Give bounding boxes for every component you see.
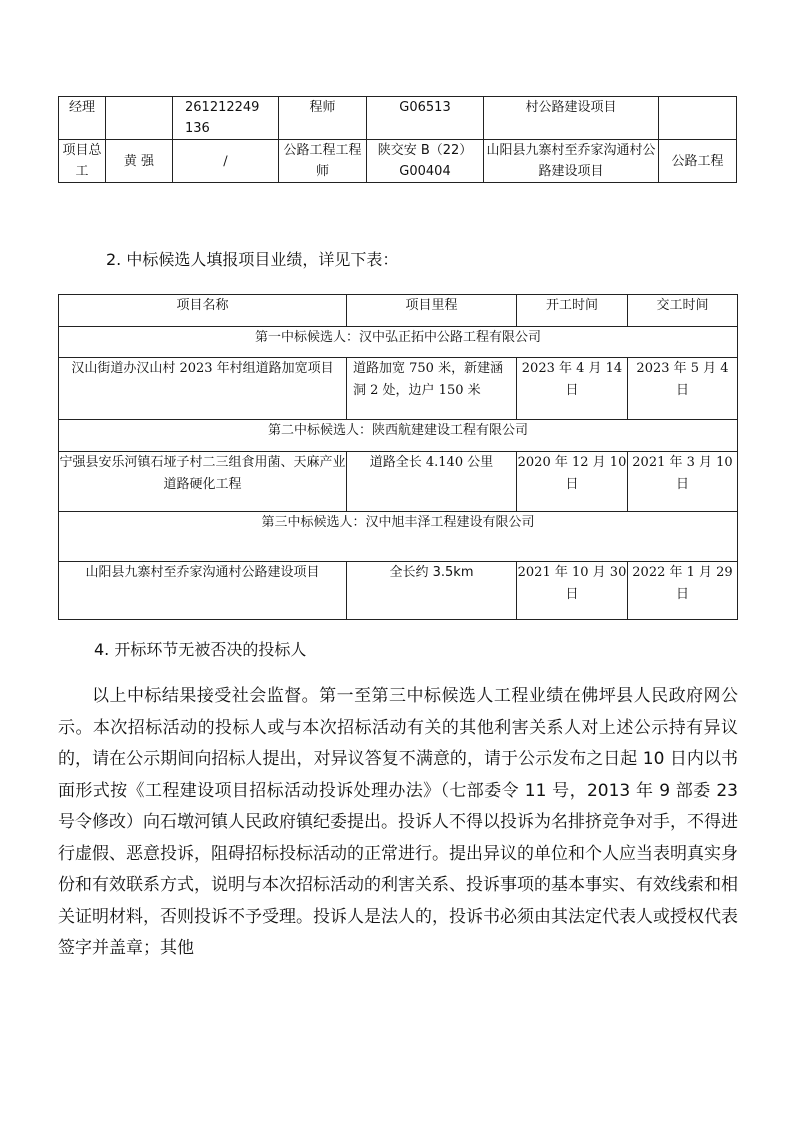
table-row: [59, 97, 737, 140]
personnel-table: [58, 96, 737, 183]
table-cell: [659, 97, 737, 140]
start-date: 2021 年 10 月 30 日: [517, 562, 628, 620]
table-cell: 公路工程工程师: [279, 140, 367, 183]
table-cell: 程师: [279, 97, 367, 140]
section-heading: 2. 中标候选人填报项目业绩，详见下表：: [106, 250, 399, 269]
table-cell: 黄 强: [106, 140, 173, 183]
end-date: 2023 年 5 月 4 日: [628, 358, 738, 420]
table-row: [59, 562, 738, 620]
table-cell: 经理: [59, 97, 106, 140]
candidate-name: 第一中标候选人：汉中弘正拓中公路工程有限公司: [59, 327, 738, 358]
table-cell: 村公路建设项目: [484, 97, 659, 140]
table-cell: 项目总工: [59, 140, 106, 183]
start-date: 2023 年 4 月 14 日: [517, 358, 628, 420]
performance-table: [58, 294, 738, 620]
candidate-row: [59, 512, 738, 562]
candidate-row: [59, 420, 738, 452]
notice-paragraph: 以上中标结果接受社会监督。第一至第三中标候选人工程业绩在佛坪县人民政府网公示。本次招标活动的投标人或与本次招标活动有关的其他利害关系人对上述公示持有异议的，请在公示期间向招标人提出，对异议答复不满意的，请于公示发布之日起 10 日内以书面形式按《工程建设项目招标活动投诉处理办法》（七部委令 11 号，2013 年 9 部委 23 号令修改）向石墩河镇人民政府镇纪委提出。投诉人不得以投诉为名排挤竞争对手，不得进行虚假、恶意投诉，阻碍招标投标活动的正常进行。提出异议的单位和个人应当表明真实身份和有效联系方式，说明与本次招标活动的利害关系、投诉事项的基本事实、有效线索和相关证明材料，否则投诉不予受理。投诉人是法人的，投诉书必须由其法定代表人或授权代表签字并盖章；其他: [58, 686, 738, 958]
candidate-name: 第三中标候选人：汉中旭丰泽工程建设有限公司: [59, 512, 738, 562]
project-mileage: 道路全长 4.140 公里: [347, 452, 517, 512]
project-name: 汉山街道办汉山村 2023 年村组道路加宽项目: [59, 358, 347, 420]
table-cell: 公路工程: [659, 140, 737, 183]
column-header: 项目里程: [347, 295, 517, 327]
table-cell: G06513: [367, 97, 484, 140]
project-name: 宁强县安乐河镇石垭子村二三组食用菌、天麻产业道路硬化工程: [59, 452, 347, 512]
project-mileage: 道路加宽 750 米，新建涵洞 2 处，边户 150 米: [347, 358, 517, 420]
column-header: 交工时间: [628, 295, 738, 327]
table-row: [59, 358, 738, 420]
project-mileage: 全长约 3.5km: [347, 562, 517, 620]
candidate-name: 第二中标候选人：陕西航建建设工程有限公司: [59, 420, 738, 452]
table-cell: [106, 97, 173, 140]
table-row: [59, 140, 737, 183]
candidate-row: [59, 327, 738, 358]
column-header: 项目名称: [59, 295, 347, 327]
column-header: 开工时间: [517, 295, 628, 327]
table-header-row: [59, 295, 738, 327]
end-date: 2022 年 1 月 29 日: [628, 562, 738, 620]
table-cell: 山阳县九寨村至乔家沟通村公路建设项目: [484, 140, 659, 183]
table-cell: /: [173, 140, 279, 183]
table-cell: 陕交安 B（22）G00404: [367, 140, 484, 183]
table-cell: 261212249136: [173, 97, 279, 140]
project-name: 山阳县九寨村至乔家沟通村公路建设项目: [59, 562, 347, 620]
section-heading: 4. 开标环节无被否决的投标人: [94, 640, 307, 659]
start-date: 2020 年 12 月 10 日: [517, 452, 628, 512]
end-date: 2021 年 3 月 10 日: [628, 452, 738, 512]
table-row: [59, 452, 738, 512]
